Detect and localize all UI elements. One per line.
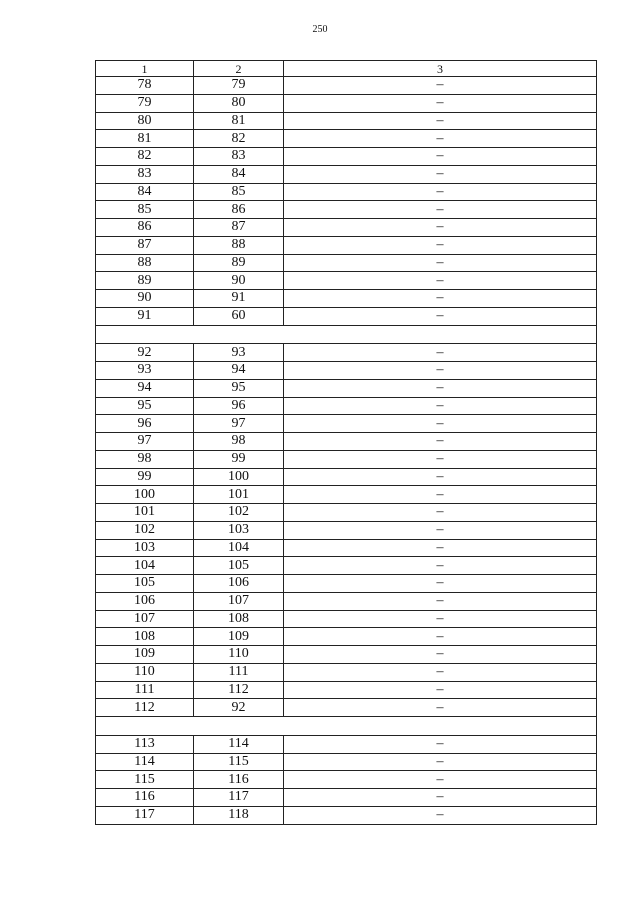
table-header-row [96, 61, 597, 77]
dash-cell: – [284, 307, 597, 325]
column-header: 2 [194, 61, 284, 77]
dash-cell: – [284, 806, 597, 824]
dash-cell: – [284, 344, 597, 362]
number-cell-col2: 60 [194, 307, 284, 325]
table-row [96, 397, 597, 415]
number-cell-col1: 97 [96, 433, 194, 451]
dash-cell: – [284, 130, 597, 148]
table-row [96, 433, 597, 451]
dash-cell: – [284, 148, 597, 166]
table-row [96, 521, 597, 539]
number-cell-col2: 109 [194, 628, 284, 646]
number-cell-col2: 89 [194, 254, 284, 272]
table-row [96, 663, 597, 681]
number-cell-col1: 82 [96, 148, 194, 166]
dash-cell: – [284, 557, 597, 575]
number-cell-col2: 103 [194, 521, 284, 539]
table-row [96, 77, 597, 95]
dash-cell: – [284, 521, 597, 539]
number-cell-col2: 101 [194, 486, 284, 504]
number-cell-col1: 114 [96, 753, 194, 771]
dash-cell: – [284, 201, 597, 219]
number-cell-col2: 85 [194, 183, 284, 201]
number-cell-col1: 81 [96, 130, 194, 148]
number-cell-col2: 96 [194, 397, 284, 415]
dash-cell: – [284, 575, 597, 593]
number-cell-col2: 90 [194, 272, 284, 290]
number-cell-col1: 107 [96, 610, 194, 628]
dash-cell: – [284, 433, 597, 451]
table-row [96, 789, 597, 807]
number-cell-col1: 101 [96, 504, 194, 522]
table-row [96, 290, 597, 308]
number-cell-col2: 97 [194, 415, 284, 433]
number-cell-col1: 92 [96, 344, 194, 362]
table-row [96, 379, 597, 397]
number-cell-col2: 100 [194, 468, 284, 486]
data-table [95, 60, 597, 825]
number-cell-col1: 109 [96, 646, 194, 664]
table-row [96, 681, 597, 699]
dash-cell: – [284, 592, 597, 610]
data-table-container [95, 60, 597, 825]
number-cell-col1: 95 [96, 397, 194, 415]
table-row [96, 486, 597, 504]
number-cell-col1: 84 [96, 183, 194, 201]
table-row [96, 254, 597, 272]
number-cell-col2: 102 [194, 504, 284, 522]
dash-cell: – [284, 628, 597, 646]
table-row [96, 201, 597, 219]
dash-cell: – [284, 450, 597, 468]
number-cell-col1: 86 [96, 219, 194, 237]
number-cell-col2: 80 [194, 94, 284, 112]
dash-cell: – [284, 699, 597, 717]
table-row [96, 236, 597, 254]
dash-cell: – [284, 753, 597, 771]
dash-cell: – [284, 236, 597, 254]
number-cell-col1: 80 [96, 112, 194, 130]
table-row [96, 130, 597, 148]
table-row [96, 183, 597, 201]
table-row [96, 272, 597, 290]
number-cell-col1: 112 [96, 699, 194, 717]
number-cell-col1: 113 [96, 735, 194, 753]
number-cell-col1: 89 [96, 272, 194, 290]
number-cell-col1: 104 [96, 557, 194, 575]
table-row [96, 539, 597, 557]
table-row [96, 468, 597, 486]
table-row [96, 362, 597, 380]
number-cell-col2: 92 [194, 699, 284, 717]
dash-cell: – [284, 646, 597, 664]
dash-cell: – [284, 539, 597, 557]
dash-cell: – [284, 415, 597, 433]
table-row [96, 592, 597, 610]
number-cell-col1: 85 [96, 201, 194, 219]
number-cell-col2: 94 [194, 362, 284, 380]
number-cell-col2: 114 [194, 735, 284, 753]
table-row [96, 165, 597, 183]
number-cell-col1: 79 [96, 94, 194, 112]
number-cell-col1: 102 [96, 521, 194, 539]
number-cell-col1: 88 [96, 254, 194, 272]
table-row [96, 753, 597, 771]
number-cell-col1: 100 [96, 486, 194, 504]
number-cell-col1: 98 [96, 450, 194, 468]
dash-cell: – [284, 771, 597, 789]
table-row [96, 806, 597, 824]
dash-cell: – [284, 468, 597, 486]
table-row [96, 450, 597, 468]
number-cell-col1: 94 [96, 379, 194, 397]
dash-cell: – [284, 379, 597, 397]
separator-cell [96, 717, 597, 736]
number-cell-col2: 91 [194, 290, 284, 308]
number-cell-col1: 115 [96, 771, 194, 789]
dash-cell: – [284, 663, 597, 681]
number-cell-col1: 105 [96, 575, 194, 593]
number-cell-col1: 111 [96, 681, 194, 699]
number-cell-col1: 99 [96, 468, 194, 486]
column-header: 1 [96, 61, 194, 77]
number-cell-col2: 108 [194, 610, 284, 628]
group-separator-row [96, 717, 597, 736]
dash-cell: – [284, 610, 597, 628]
number-cell-col2: 118 [194, 806, 284, 824]
table-row [96, 699, 597, 717]
number-cell-col2: 106 [194, 575, 284, 593]
number-cell-col2: 104 [194, 539, 284, 557]
number-cell-col2: 117 [194, 789, 284, 807]
group-separator-row [96, 325, 597, 344]
table-row [96, 112, 597, 130]
number-cell-col2: 95 [194, 379, 284, 397]
separator-cell [96, 325, 597, 344]
number-cell-col1: 90 [96, 290, 194, 308]
dash-cell: – [284, 362, 597, 380]
number-cell-col1: 116 [96, 789, 194, 807]
table-row [96, 628, 597, 646]
table-body [96, 77, 597, 825]
table-row [96, 771, 597, 789]
dash-cell: – [284, 789, 597, 807]
dash-cell: – [284, 397, 597, 415]
table-row [96, 415, 597, 433]
number-cell-col2: 87 [194, 219, 284, 237]
dash-cell: – [284, 290, 597, 308]
number-cell-col2: 93 [194, 344, 284, 362]
number-cell-col2: 88 [194, 236, 284, 254]
dash-cell: – [284, 94, 597, 112]
table-row [96, 557, 597, 575]
number-cell-col1: 78 [96, 77, 194, 95]
dash-cell: – [284, 254, 597, 272]
table-row [96, 646, 597, 664]
dash-cell: – [284, 681, 597, 699]
number-cell-col2: 99 [194, 450, 284, 468]
number-cell-col2: 110 [194, 646, 284, 664]
number-cell-col1: 91 [96, 307, 194, 325]
table-row [96, 219, 597, 237]
number-cell-col2: 86 [194, 201, 284, 219]
dash-cell: – [284, 735, 597, 753]
number-cell-col2: 112 [194, 681, 284, 699]
number-cell-col2: 98 [194, 433, 284, 451]
number-cell-col1: 93 [96, 362, 194, 380]
table-row [96, 307, 597, 325]
table-row [96, 575, 597, 593]
number-cell-col2: 83 [194, 148, 284, 166]
table-row [96, 735, 597, 753]
dash-cell: – [284, 112, 597, 130]
dash-cell: – [284, 486, 597, 504]
dash-cell: – [284, 272, 597, 290]
number-cell-col2: 116 [194, 771, 284, 789]
table-row [96, 94, 597, 112]
number-cell-col1: 83 [96, 165, 194, 183]
number-cell-col2: 81 [194, 112, 284, 130]
number-cell-col1: 103 [96, 539, 194, 557]
dash-cell: – [284, 504, 597, 522]
number-cell-col1: 108 [96, 628, 194, 646]
dash-cell: – [284, 165, 597, 183]
number-cell-col2: 105 [194, 557, 284, 575]
table-row [96, 148, 597, 166]
column-header: 3 [284, 61, 597, 77]
number-cell-col1: 110 [96, 663, 194, 681]
number-cell-col1: 117 [96, 806, 194, 824]
number-cell-col1: 87 [96, 236, 194, 254]
number-cell-col2: 82 [194, 130, 284, 148]
number-cell-col2: 111 [194, 663, 284, 681]
dash-cell: – [284, 183, 597, 201]
number-cell-col2: 107 [194, 592, 284, 610]
number-cell-col2: 115 [194, 753, 284, 771]
page-number: 250 [312, 24, 328, 35]
number-cell-col1: 96 [96, 415, 194, 433]
number-cell-col2: 84 [194, 165, 284, 183]
number-cell-col2: 79 [194, 77, 284, 95]
table-row [96, 504, 597, 522]
table-row [96, 610, 597, 628]
table-row [96, 344, 597, 362]
dash-cell: – [284, 219, 597, 237]
number-cell-col1: 106 [96, 592, 194, 610]
dash-cell: – [284, 77, 597, 95]
